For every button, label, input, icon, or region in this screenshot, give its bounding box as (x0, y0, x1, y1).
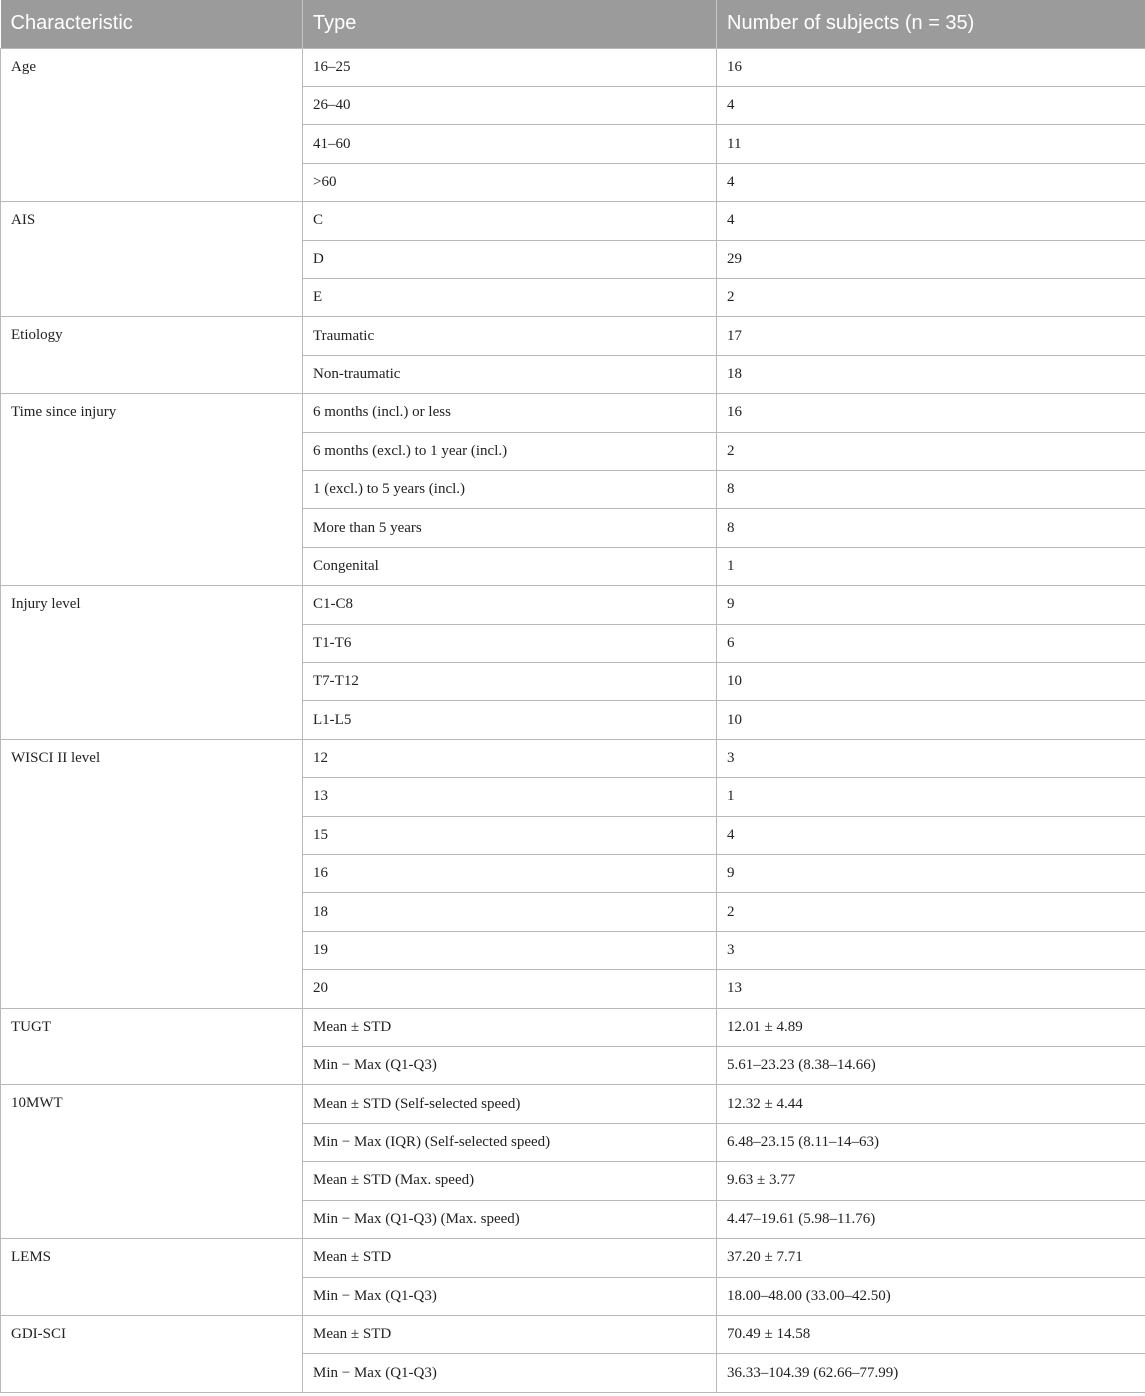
header-type: Type (303, 0, 717, 48)
table-row (1, 202, 1145, 240)
type-cell: 16 (303, 855, 717, 893)
type-cell: 13 (303, 778, 717, 816)
table-row (1, 586, 1145, 624)
type-cell: C1-C8 (303, 586, 717, 624)
table-header (1, 0, 1145, 48)
header-characteristic: Characteristic (1, 0, 303, 48)
type-cell: Non-traumatic (303, 355, 717, 393)
subjects-cell: 2 (717, 278, 1145, 316)
subjects-cell: 8 (717, 509, 1145, 547)
type-cell: T1-T6 (303, 624, 717, 662)
type-cell: 41–60 (303, 125, 717, 163)
type-cell: 15 (303, 816, 717, 854)
subjects-cell: 18.00–48.00 (33.00–42.50) (717, 1277, 1145, 1315)
type-cell: D (303, 240, 717, 278)
table-row (1, 1315, 1145, 1353)
type-cell: Mean ± STD (Max. speed) (303, 1162, 717, 1200)
table-row (1, 394, 1145, 432)
subjects-cell: 9 (717, 855, 1145, 893)
header-row (1, 0, 1145, 48)
type-cell: Mean ± STD (303, 1008, 717, 1046)
table-row (1, 1239, 1145, 1277)
subjects-cell: 18 (717, 355, 1145, 393)
characteristic-cell: Time since injury (1, 394, 303, 586)
characteristic-cell: Injury level (1, 586, 303, 740)
subjects-cell: 11 (717, 125, 1145, 163)
type-cell: E (303, 278, 717, 316)
table-row (1, 48, 1145, 86)
table-row (1, 317, 1145, 355)
subjects-cell: 12.32 ± 4.44 (717, 1085, 1145, 1123)
type-cell: >60 (303, 163, 717, 201)
subjects-cell: 1 (717, 778, 1145, 816)
subjects-cell: 4 (717, 816, 1145, 854)
subjects-cell: 16 (717, 48, 1145, 86)
subjects-cell: 3 (717, 931, 1145, 969)
subjects-cell: 1 (717, 547, 1145, 585)
type-cell: Min − Max (Q1-Q3) (Max. speed) (303, 1200, 717, 1238)
characteristic-cell: LEMS (1, 1239, 303, 1316)
type-cell: 19 (303, 931, 717, 969)
table-row (1, 739, 1145, 777)
subjects-cell: 4 (717, 86, 1145, 124)
type-cell: Min − Max (Q1-Q3) (303, 1277, 717, 1315)
characteristic-cell: Age (1, 48, 303, 202)
characteristic-cell: AIS (1, 202, 303, 317)
type-cell: 20 (303, 970, 717, 1008)
subjects-cell: 4 (717, 163, 1145, 201)
characteristic-cell: 10MWT (1, 1085, 303, 1239)
type-cell: Traumatic (303, 317, 717, 355)
header-number-of-subjects: Number of subjects (n = 35) (717, 0, 1145, 48)
subjects-cell: 10 (717, 663, 1145, 701)
type-cell: Mean ± STD (Self-selected speed) (303, 1085, 717, 1123)
subjects-cell: 29 (717, 240, 1145, 278)
type-cell: Min − Max (IQR) (Self-selected speed) (303, 1123, 717, 1161)
type-cell: 16–25 (303, 48, 717, 86)
type-cell: 1 (excl.) to 5 years (incl.) (303, 470, 717, 508)
characteristic-cell: TUGT (1, 1008, 303, 1085)
subjects-cell: 8 (717, 470, 1145, 508)
subjects-cell: 12.01 ± 4.89 (717, 1008, 1145, 1046)
type-cell: 12 (303, 739, 717, 777)
type-cell: More than 5 years (303, 509, 717, 547)
type-cell: Congenital (303, 547, 717, 585)
type-cell: 18 (303, 893, 717, 931)
type-cell: 26–40 (303, 86, 717, 124)
type-cell: Min − Max (Q1-Q3) (303, 1354, 717, 1392)
subjects-cell: 9.63 ± 3.77 (717, 1162, 1145, 1200)
subjects-cell: 10 (717, 701, 1145, 739)
subjects-cell: 2 (717, 893, 1145, 931)
characteristic-cell: GDI-SCI (1, 1315, 303, 1392)
table-row (1, 1008, 1145, 1046)
characteristic-cell: Etiology (1, 317, 303, 394)
subjects-cell: 2 (717, 432, 1145, 470)
type-cell: Mean ± STD (303, 1239, 717, 1277)
type-cell: C (303, 202, 717, 240)
subjects-cell: 3 (717, 739, 1145, 777)
subjects-cell: 5.61–23.23 (8.38–14.66) (717, 1047, 1145, 1085)
subjects-cell: 6.48–23.15 (8.11–14–63) (717, 1123, 1145, 1161)
type-cell: 6 months (excl.) to 1 year (incl.) (303, 432, 717, 470)
type-cell: 6 months (incl.) or less (303, 394, 717, 432)
subjects-cell: 13 (717, 970, 1145, 1008)
type-cell: Min − Max (Q1-Q3) (303, 1047, 717, 1085)
table-body (1, 48, 1145, 1392)
subjects-cell: 9 (717, 586, 1145, 624)
table-row (1, 1085, 1145, 1123)
type-cell: Mean ± STD (303, 1315, 717, 1353)
subjects-cell: 16 (717, 394, 1145, 432)
subjects-cell: 36.33–104.39 (62.66–77.99) (717, 1354, 1145, 1392)
subjects-cell: 6 (717, 624, 1145, 662)
subjects-cell: 70.49 ± 14.58 (717, 1315, 1145, 1353)
subjects-cell: 17 (717, 317, 1145, 355)
subjects-cell: 4.47–19.61 (5.98–11.76) (717, 1200, 1145, 1238)
type-cell: T7-T12 (303, 663, 717, 701)
characteristic-cell: WISCI II level (1, 739, 303, 1008)
subjects-cell: 37.20 ± 7.71 (717, 1239, 1145, 1277)
subjects-cell: 4 (717, 202, 1145, 240)
type-cell: L1-L5 (303, 701, 717, 739)
